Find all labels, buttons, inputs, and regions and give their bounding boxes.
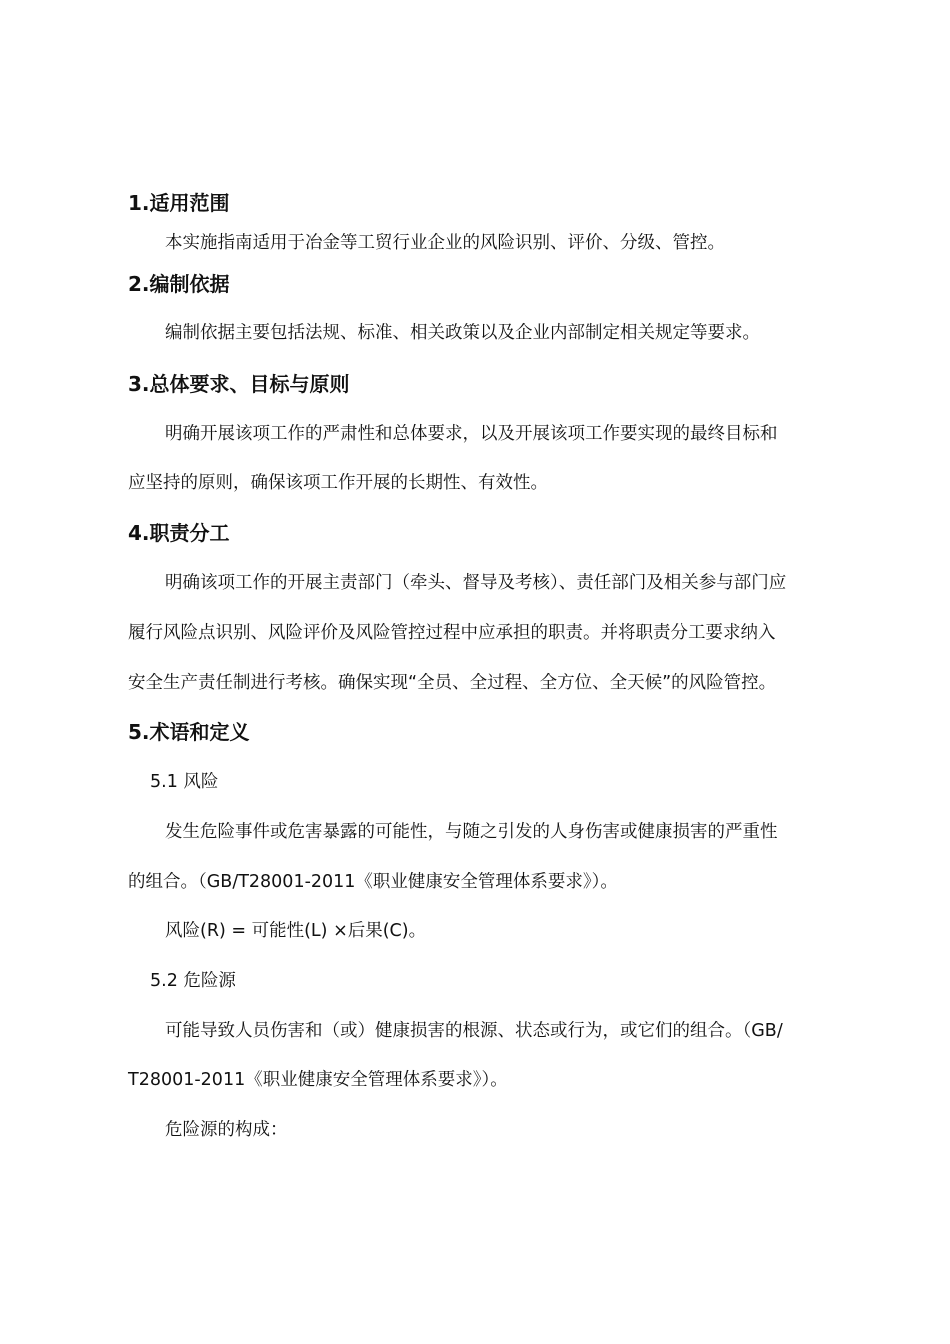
subsection-5-2-line-1: 可能导致人员伤害和（或）健康损害的根源、状态或行为，或它们的组合。（GB/ [165, 1021, 783, 1041]
subsection-5-2-line-2: T28001-2011《职业健康安全管理体系要求》）。 [128, 1070, 508, 1090]
section-4-line-1: 明确该项工作的开展主责部门（牵头、督导及考核）、责任部门及相关参与部门应 [165, 573, 787, 593]
subsection-5-1-line-2: 的组合。（GB/T28001-2011《职业健康安全管理体系要求》）。 [128, 872, 618, 892]
subsection-5-1-title: 5.1 风险 [150, 772, 219, 792]
section-2-heading: 2.编制依据 [128, 272, 230, 296]
subsection-5-1-line-1: 发生危险事件或危害暴露的可能性，与随之引发的人身伤害或健康损害的严重性 [165, 822, 778, 842]
risk-formula: 风险(R) = 可能性(L) ×后果(C)。 [165, 921, 427, 941]
section-3-heading: 3.总体要求、目标与原则 [128, 372, 350, 396]
section-4-line-3: 安全生产责任制进行考核。确保实现“全员、全过程、全方位、全天候”的风险管控。 [128, 673, 777, 693]
section-5-heading: 5.术语和定义 [128, 720, 250, 744]
section-3-line-2: 应坚持的原则，确保该项工作开展的长期性、有效性。 [128, 473, 548, 493]
subsection-5-2-title: 5.2 危险源 [150, 971, 236, 991]
section-4-line-2: 履行风险点识别、风险评价及风险管控过程中应承担的职责。并将职责分工要求纳入 [128, 623, 776, 643]
section-1-body: 本实施指南适用于冶金等工贸行业企业的风险识别、评价、分级、管控。 [165, 233, 725, 253]
section-3-line-1: 明确开展该项工作的严肃性和总体要求，以及开展该项工作要实现的最终目标和 [165, 424, 778, 444]
section-4-heading: 4.职责分工 [128, 521, 230, 545]
section-1-heading: 1.适用范围 [128, 191, 230, 215]
section-2-body: 编制依据主要包括法规、标准、相关政策以及企业内部制定相关规定等要求。 [165, 323, 760, 343]
hazard-composition-label: 危险源的构成： [165, 1120, 288, 1140]
